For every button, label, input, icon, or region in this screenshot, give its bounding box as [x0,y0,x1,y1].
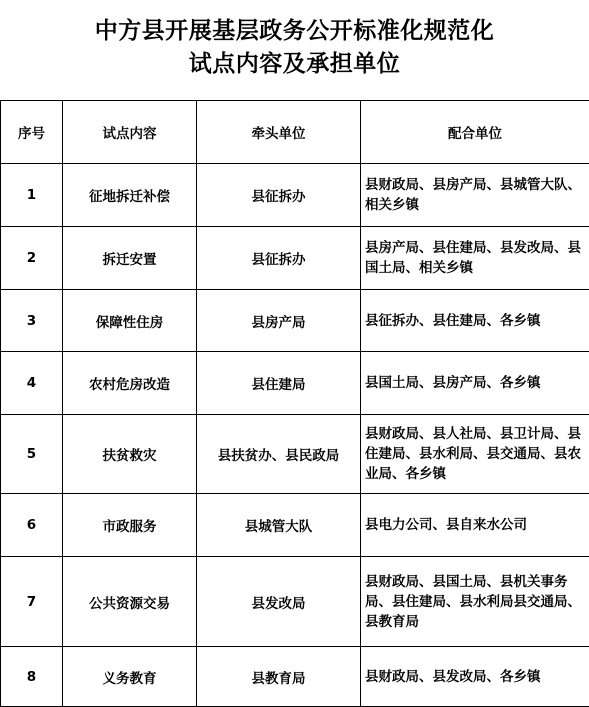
cell-content: 征地拆迁补偿 [63,164,197,227]
cell-no: 2 [1,227,63,290]
cell-lead: 县征拆办 [197,227,361,290]
header-no: 序号 [1,101,63,164]
cell-no: 4 [1,352,63,415]
cell-no: 5 [1,415,63,494]
header-lead: 牵头单位 [197,101,361,164]
cell-no: 7 [1,557,63,647]
table-row [1,647,589,707]
table-row [1,415,589,494]
cell-partner: 县财政局、县房产局、县城管大队、相关乡镇 [361,164,589,227]
table-row [1,227,589,290]
cell-content: 义务教育 [63,647,197,707]
cell-no: 8 [1,647,63,707]
cell-no: 6 [1,494,63,557]
cell-lead: 县扶贫办、县民政局 [197,415,361,494]
header-content: 试点内容 [63,101,197,164]
cell-no: 1 [1,164,63,227]
table-row [1,164,589,227]
cell-lead: 县发改局 [197,557,361,647]
table-row [1,290,589,352]
title-line-2: 试点内容及承担单位 [0,47,589,80]
table-row [1,352,589,415]
cell-content: 拆迁安置 [63,227,197,290]
cell-lead: 县征拆办 [197,164,361,227]
document-title [0,14,589,80]
cell-lead: 县教育局 [197,647,361,707]
cell-content: 扶贫救灾 [63,415,197,494]
cell-lead: 县住建局 [197,352,361,415]
cell-partner: 县国土局、县房产局、各乡镇 [361,352,589,415]
cell-partner: 县财政局、县人社局、县卫计局、县住建局、县水利局、县交通局、县农业局、各乡镇 [361,415,589,494]
header-partner: 配合单位 [361,101,589,164]
cell-partner: 县征拆办、县住建局、各乡镇 [361,290,589,352]
pilot-table [0,100,589,707]
cell-content: 农村危房改造 [63,352,197,415]
cell-content: 保障性住房 [63,290,197,352]
cell-no: 3 [1,290,63,352]
cell-partner: 县电力公司、县自来水公司 [361,494,589,557]
cell-partner: 县财政局、县发改局、各乡镇 [361,647,589,707]
table-header-row [1,101,589,164]
table-row [1,494,589,557]
cell-content: 市政服务 [63,494,197,557]
title-line-1: 中方县开展基层政务公开标准化规范化 [0,14,589,47]
table-row [1,557,589,647]
cell-partner: 县房产局、县住建局、县发改局、县国土局、相关乡镇 [361,227,589,290]
cell-lead: 县城管大队 [197,494,361,557]
cell-content: 公共资源交易 [63,557,197,647]
cell-partner: 县财政局、县国土局、县机关事务局、县住建局、县水利局县交通局、县教育局 [361,557,589,647]
cell-lead: 县房产局 [197,290,361,352]
